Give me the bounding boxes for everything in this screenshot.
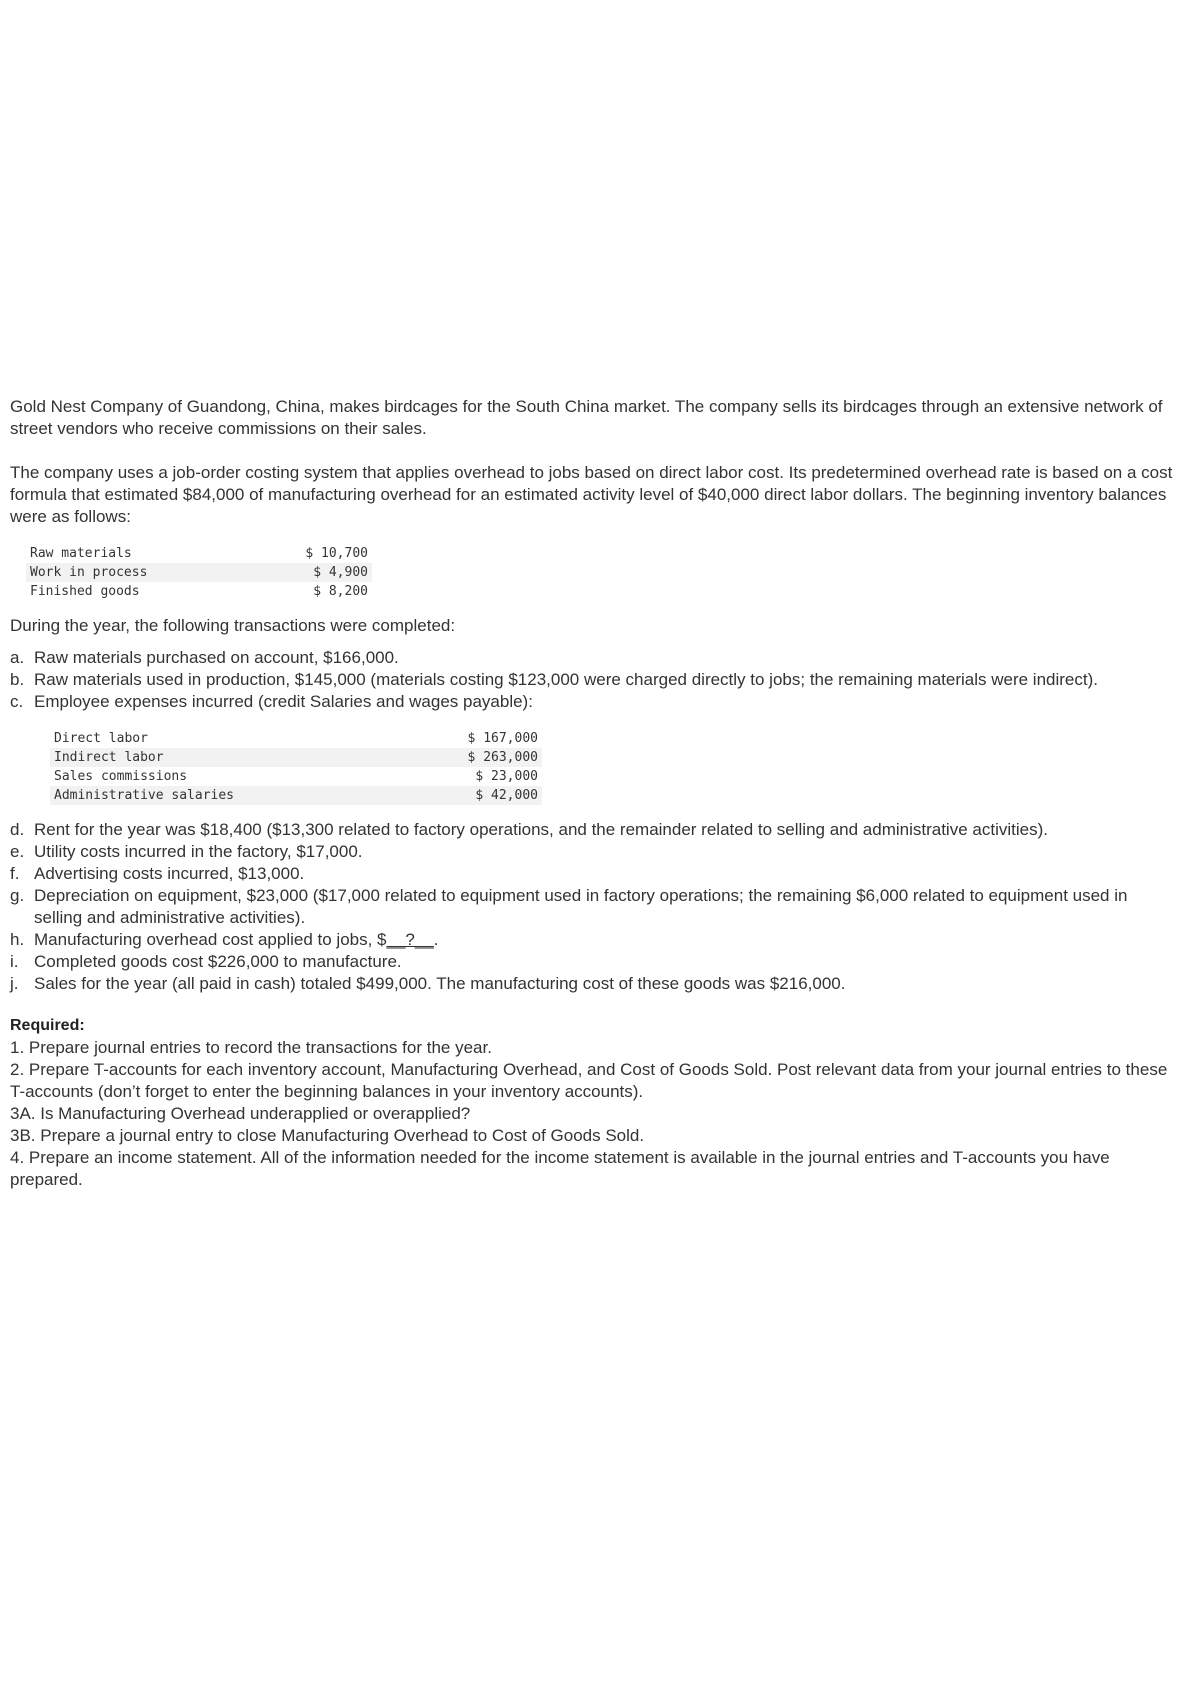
expense-row bbox=[50, 767, 542, 786]
expense-label: Direct labor bbox=[54, 731, 148, 746]
required-item: 3A. Is Manufacturing Overhead underapplied or overapplied? bbox=[10, 1104, 471, 1123]
expense-label: Administrative salaries bbox=[50, 786, 458, 805]
transaction-item bbox=[10, 885, 1180, 929]
inventory-label: Raw materials bbox=[30, 546, 132, 561]
required-item: 3B. Prepare a journal entry to close Manufacturing Overhead to Cost of Goods Sold. bbox=[10, 1126, 645, 1145]
transaction-letter: f. bbox=[10, 864, 20, 883]
transaction-item bbox=[10, 951, 1180, 973]
transaction-text: Completed goods cost $226,000 to manufacture. bbox=[34, 952, 402, 971]
transaction-text: Employee expenses incurred (credit Salaries and wages payable): bbox=[34, 692, 533, 711]
transaction-item bbox=[10, 929, 1180, 951]
transaction-text: Raw materials used in production, $145,000 (materials costing $123,000 were charged directly to jobs; the remaining materials were indirect). bbox=[34, 670, 1098, 689]
expense-label: Indirect labor bbox=[50, 748, 458, 767]
transactions-list-a-c bbox=[10, 647, 1180, 713]
transactions-intro: During the year, the following transactions were completed: bbox=[10, 616, 456, 635]
expense-amount: $ 23,000 bbox=[475, 769, 538, 784]
transaction-item bbox=[10, 669, 1180, 691]
transaction-text: Advertising costs incurred, $13,000. bbox=[34, 864, 305, 883]
transaction-text: Raw materials purchased on account, $166,000. bbox=[34, 648, 399, 667]
transaction-text: Depreciation on equipment, $23,000 ($17,000 related to equipment used in factory operations; the remaining $6,000 related to equipment used in selling and administrative activities). bbox=[34, 886, 1128, 927]
required-item: 2. Prepare T-accounts for each inventory account, Manufacturing Overhead, and Cost of Goods Sold. Post relevant data from your journal entries to these T-accounts (don’t forget to enter the beginning balances in your inventory accounts). bbox=[10, 1060, 1168, 1101]
intro-paragraph-2: The company uses a job-order costing system that applies overhead to jobs based on direct labor cost. Its predetermined overhead rate is based on a cost formula that estimated $84,000 of manufacturing overhead for an estimated activity level of $40,000 direct labor dollars. The beginning inventory balances were as follows: bbox=[10, 463, 1173, 526]
transaction-letter: b. bbox=[10, 670, 25, 689]
inventory-row bbox=[26, 582, 372, 601]
employee-expenses-table bbox=[50, 729, 542, 805]
inventory-amount: $ 8,200 bbox=[313, 584, 368, 599]
expense-amount: $ 263,000 bbox=[458, 748, 542, 767]
inventory-label: Work in process bbox=[26, 563, 294, 582]
expense-row bbox=[50, 786, 542, 805]
transaction-item bbox=[10, 691, 1180, 713]
transaction-item bbox=[10, 647, 1180, 669]
transaction-item bbox=[10, 973, 1180, 995]
expense-label: Sales commissions bbox=[54, 769, 188, 784]
beginning-inventory-table bbox=[26, 544, 372, 601]
transaction-letter: i. bbox=[10, 952, 19, 971]
inventory-amount: $ 4,900 bbox=[294, 563, 372, 582]
expense-row bbox=[50, 748, 542, 767]
transaction-text: Manufacturing overhead cost applied to jobs, $ bbox=[34, 930, 387, 949]
transaction-letter: a. bbox=[10, 648, 25, 667]
transaction-letter: g. bbox=[10, 886, 25, 905]
transaction-letter: d. bbox=[10, 820, 25, 839]
problem-document bbox=[10, 396, 1180, 1191]
inventory-row bbox=[26, 563, 372, 582]
transaction-letter: j. bbox=[10, 974, 19, 993]
inventory-amount: $ 10,700 bbox=[305, 546, 368, 561]
expense-row bbox=[50, 729, 542, 748]
transaction-item bbox=[10, 863, 1180, 885]
intro-paragraph-1: Gold Nest Company of Guandong, China, makes birdcages for the South China market. The company sells its birdcages through an extensive network of street vendors who receive commissions on their sales. bbox=[10, 397, 1163, 438]
inventory-row bbox=[26, 544, 372, 563]
transaction-letter: c. bbox=[10, 692, 24, 711]
expense-amount: $ 42,000 bbox=[458, 786, 542, 805]
transaction-text: Utility costs incurred in the factory, $17,000. bbox=[34, 842, 363, 861]
expense-amount: $ 167,000 bbox=[467, 731, 538, 746]
inventory-label: Finished goods bbox=[30, 584, 140, 599]
transaction-text: Sales for the year (all paid in cash) totaled $499,000. The manufacturing cost of these goods was $216,000. bbox=[34, 974, 846, 993]
transactions-list-d-j bbox=[10, 819, 1180, 995]
required-heading: Required: bbox=[10, 1017, 85, 1034]
answer-blank: __?__ bbox=[386, 930, 434, 949]
transaction-item bbox=[10, 819, 1180, 841]
transaction-letter: h. bbox=[10, 930, 25, 949]
transaction-tail: . bbox=[433, 930, 439, 949]
required-item: 4. Prepare an income statement. All of the information needed for the income statement is available in the journal entries and T-accounts you have prepared. bbox=[10, 1148, 1110, 1189]
required-item: 1. Prepare journal entries to record the transactions for the year. bbox=[10, 1038, 492, 1057]
transaction-text: Rent for the year was $18,400 ($13,300 related to factory operations, and the remainder related to selling and administrative activities). bbox=[34, 820, 1048, 839]
required-section bbox=[10, 1015, 1180, 1191]
transaction-letter: e. bbox=[10, 842, 25, 861]
transaction-item bbox=[10, 841, 1180, 863]
